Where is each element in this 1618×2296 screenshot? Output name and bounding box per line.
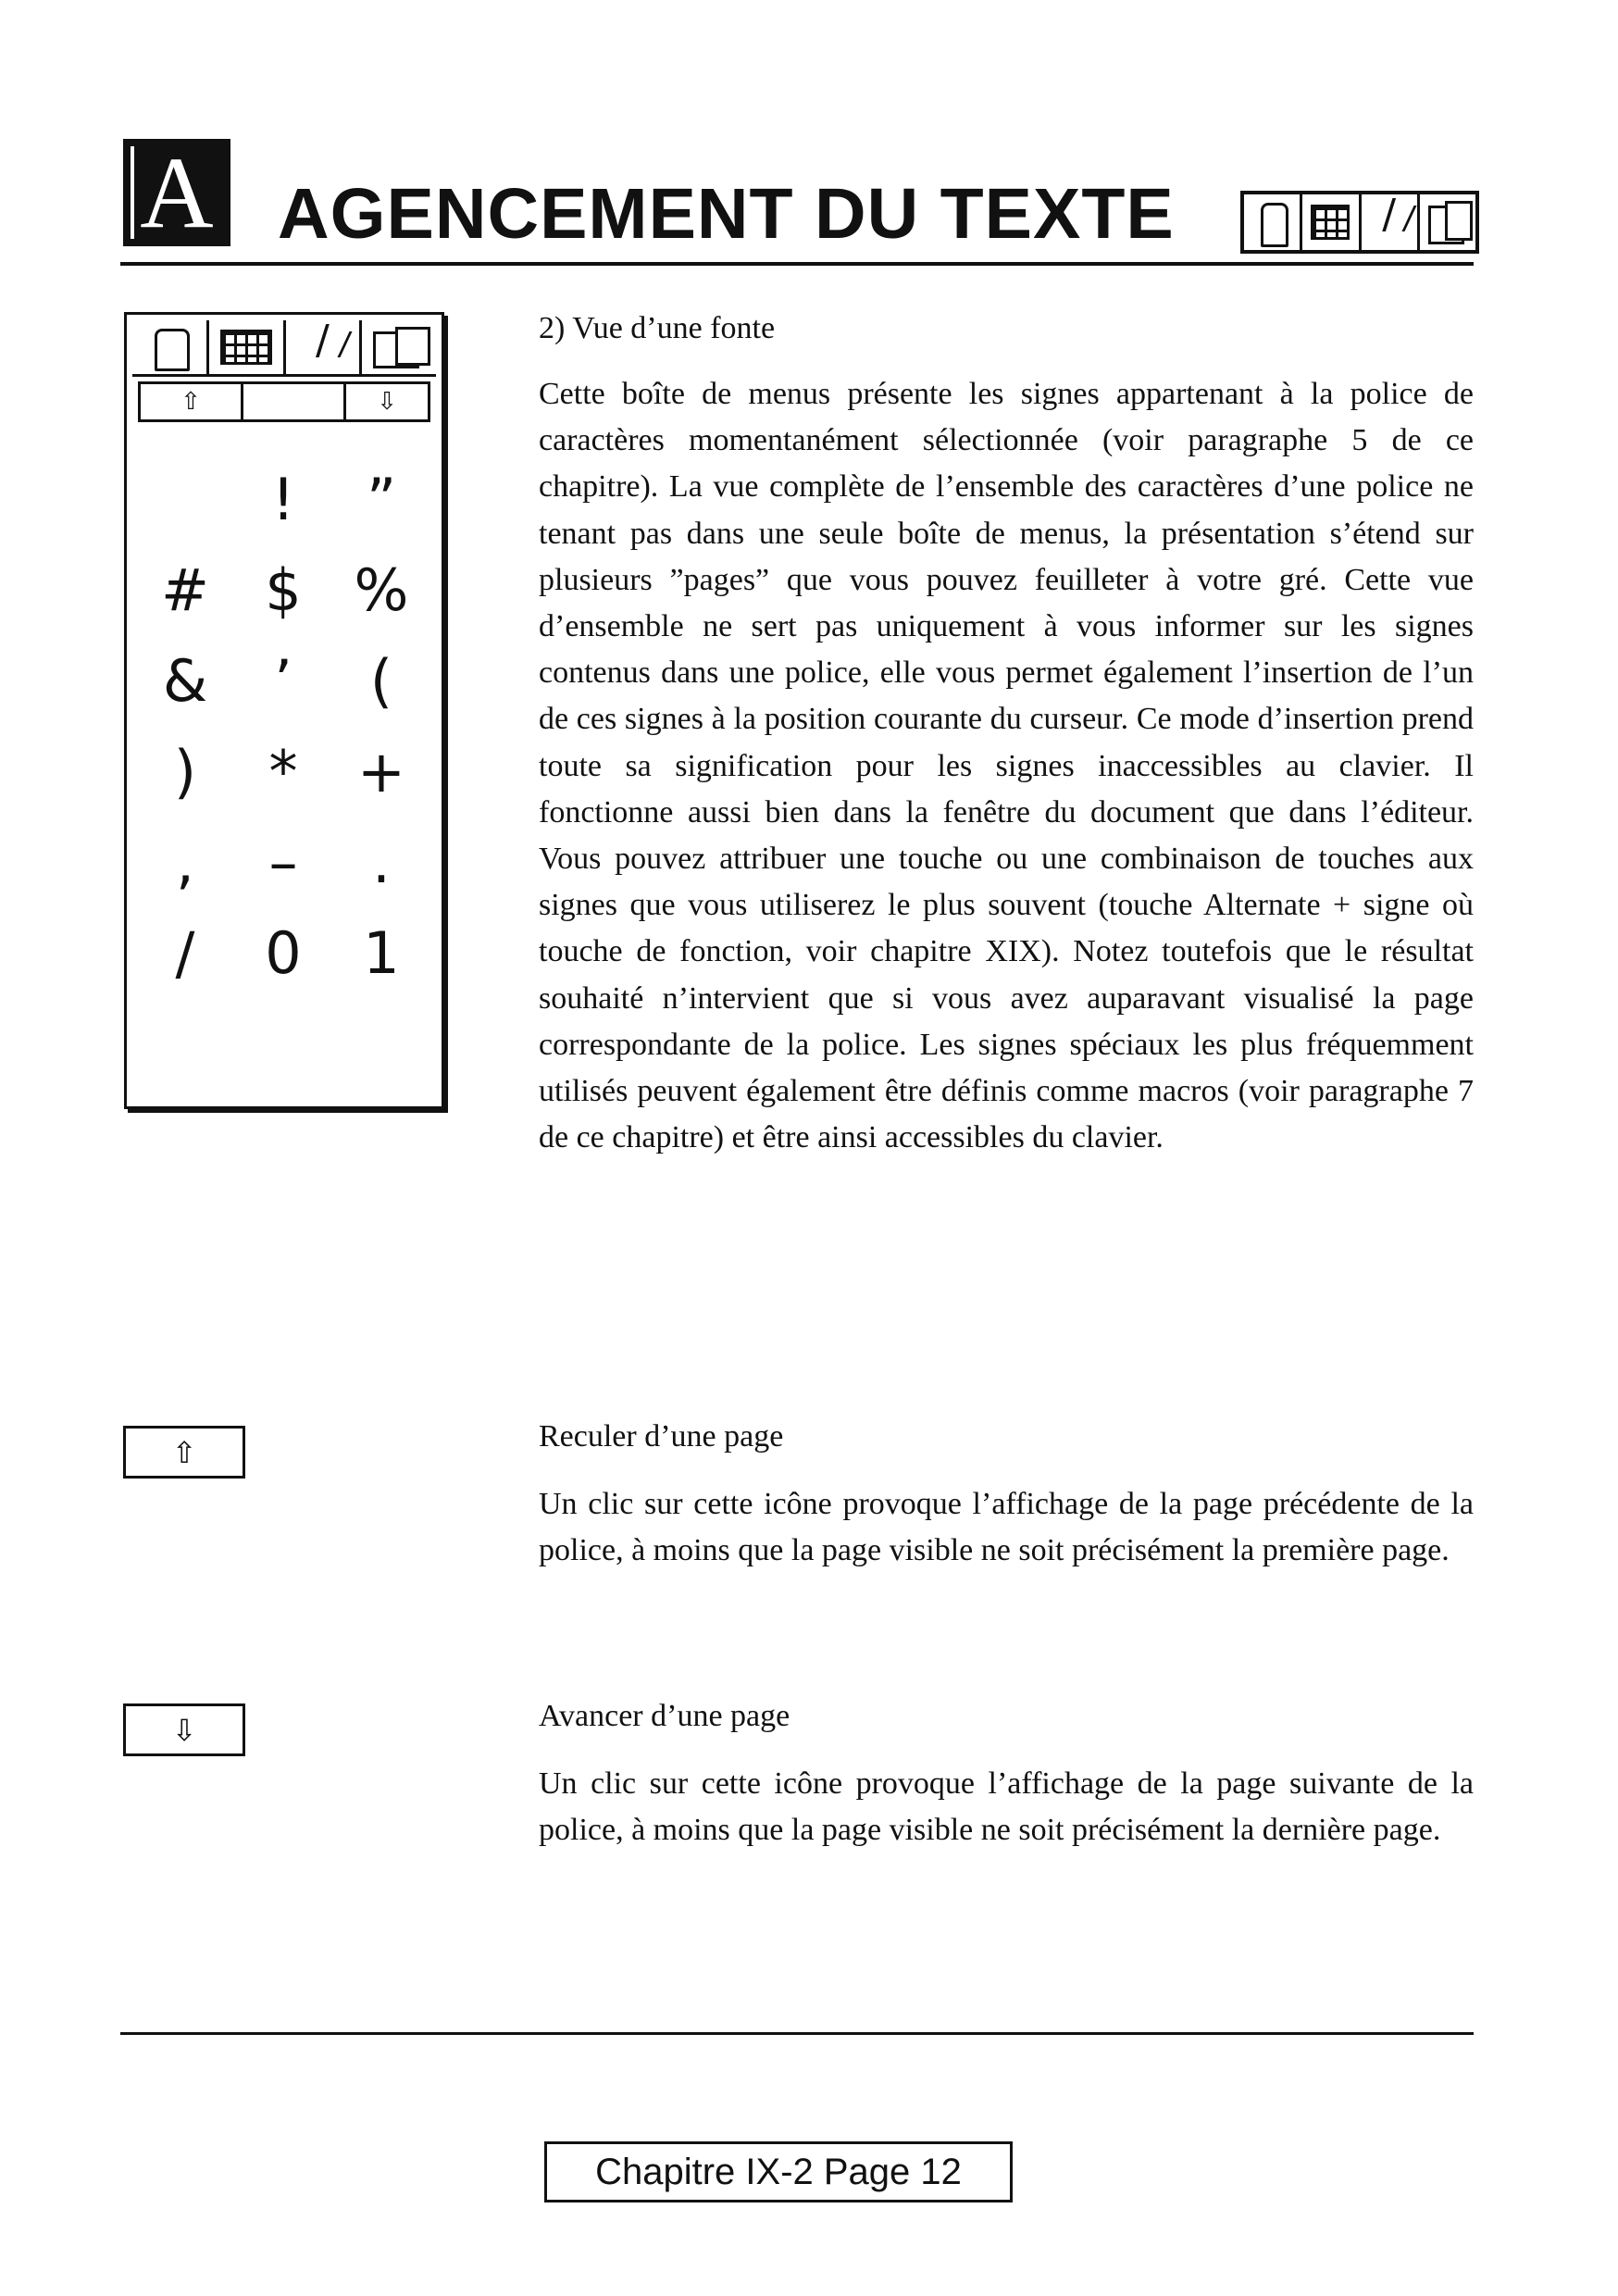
glyph-cell[interactable]: ” (366, 465, 397, 533)
glyph-cell[interactable]: $ (265, 555, 302, 624)
font-icon[interactable] (132, 320, 209, 374)
section-previous-page (539, 1416, 1474, 1574)
slash-a-icon[interactable] (286, 320, 363, 374)
glyph-cell[interactable]: ’ (274, 646, 292, 715)
section-font-view (539, 308, 1474, 1161)
slash-a-icon (1362, 194, 1420, 250)
font-view-nav (138, 381, 430, 422)
section-heading: Reculer d’une page (539, 1419, 784, 1454)
page-indicator (243, 381, 343, 422)
page-down-button[interactable]: ⇩ (343, 381, 430, 422)
glyph-cell[interactable]: ( (369, 646, 393, 715)
glyph-cell[interactable]: ! (271, 465, 295, 533)
next-page-button-illustration: ⇩ (123, 1703, 245, 1756)
chapter-title: AGENCEMENT DU TEXTE (278, 174, 1175, 254)
section-body: Un clic sur cette icône provoque l’affichage de la page précédente de la police, à moins que la page visible ne soit précisément la première page. (539, 1487, 1474, 1568)
font-view-toolbar (132, 320, 436, 377)
glyph-cell[interactable]: + (357, 737, 405, 805)
section-heading: 2) Vue d’une fonte (539, 311, 776, 345)
section-body: Un clic sur cette icône provoque l’affichage de la page suivante de la police, à moins que la page visible ne soit précisément la dernière page. (539, 1766, 1474, 1848)
section-next-page (539, 1696, 1474, 1853)
footer-rule (120, 2032, 1474, 2035)
pages-icon[interactable] (362, 320, 436, 374)
grid-icon[interactable] (209, 320, 286, 374)
pages-icon (1420, 194, 1475, 250)
grid-icon (1302, 194, 1361, 250)
glyph-cell[interactable]: / (175, 918, 195, 987)
header-toolbar-icons (1240, 191, 1479, 254)
font-view-box (124, 312, 444, 1109)
glyph-cell[interactable]: # (161, 555, 209, 624)
chapter-letter-badge: A (123, 139, 230, 246)
glyph-cell[interactable]: * (268, 737, 298, 805)
glyph-cell[interactable]: & (162, 646, 208, 715)
section-heading: Avancer d’une page (539, 1699, 790, 1733)
font-icon (1244, 194, 1302, 250)
glyph-cell[interactable]: – (268, 828, 298, 896)
glyph-cell[interactable]: , (176, 828, 194, 896)
glyph-cell[interactable]: % (354, 555, 409, 624)
page-number-label: Chapitre IX-2 Page 12 (544, 2141, 1013, 2202)
glyph-cell[interactable]: . (372, 828, 391, 896)
glyph-cell[interactable] (136, 454, 234, 544)
header-rule (120, 262, 1474, 266)
section-body: Cette boîte de menus présente les signes appartenant à la police de caractères momentanément sélectionnée (voir paragraphe 5 de ce chapitre). La vue complète de l’ensemble des caractères d’une police ne tenant pas dans une seule boîte de menus, la présentation s’étend sur plusieurs ”pages” que vous pouvez feuilleter à votre gré. Cette vue d’ensemble ne sert pas uniquement à vous informer sur les signes contenus dans une police, elle vous permet également l’insertion de l’un de ces signes à la position courante du curseur. Ce mode d’insertion prend toute sa signification pour les signes inaccessibles au clavier. Il fonctionne aussi bien dans la fenêtre du document que dans l’éditeur. Vous pouvez attribuer une touche ou une combinaison de touches aux signes que vous utiliserez le plus souvent (touche Alternate + signe où touche de fonction, voir chapitre XIX). Notez toutefois que le résultat souhaité n’intervient que si vous avez auparavant visualisé la page correspondante de la police. Les signes spéciaux les plus fréquemment utilisés peuvent également être définis comme macros (voir paragraphe 7 de ce chapitre) et être ainsi accessibles du clavier. (539, 377, 1474, 1155)
glyph-cell[interactable]: ) (173, 737, 197, 805)
glyph-cell[interactable]: 1 (363, 918, 400, 987)
glyph-grid (136, 454, 432, 998)
previous-page-button-illustration: ⇧ (123, 1426, 245, 1479)
page-up-button[interactable]: ⇧ (138, 381, 243, 422)
glyph-cell[interactable]: 0 (265, 918, 302, 987)
